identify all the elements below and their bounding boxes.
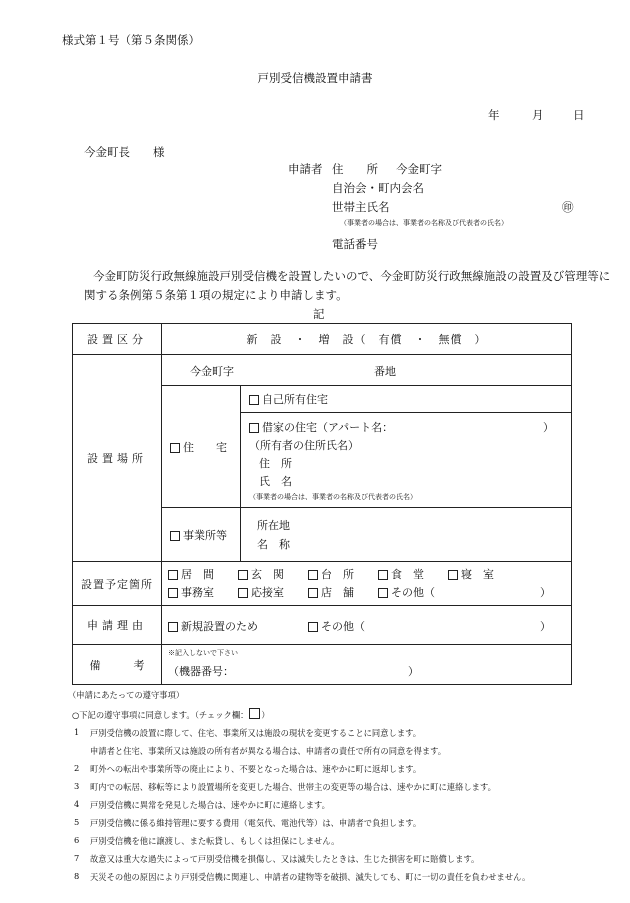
phone-label: 電話番号 xyxy=(332,237,378,251)
addressee: 今金町長 様 xyxy=(84,145,165,159)
applicant-address-label: 住 所 xyxy=(332,162,378,176)
ki-mark: 記 xyxy=(313,307,325,321)
reason-cell[interactable] xyxy=(162,606,572,645)
place-label: 設置予定箇所 xyxy=(73,562,162,606)
rule-text: 戸別受信機に異常を発見した場合は、速やかに町に連絡します。 xyxy=(90,800,330,810)
place-reception[interactable]: 応接室 xyxy=(238,584,284,600)
place-kitchen[interactable]: 台 所 xyxy=(308,566,354,582)
intro-line-1: 今金町防災行政無線施設戸別受信機を設置したいので、今金町防災行政無線施設の設置及び管理等に xyxy=(93,269,611,283)
banchi-label: 番地 xyxy=(374,365,396,378)
office-label: 事業所等 xyxy=(183,528,227,542)
rule-text: 戸別受信機を他に譲渡し、また転貸し、もしくは担保にしません。 xyxy=(90,836,340,846)
applicant-label: 申請者 xyxy=(288,162,323,176)
residence-label: 住 宅 xyxy=(183,440,227,454)
town-row[interactable] xyxy=(162,355,572,386)
rule-item: 3 xyxy=(74,781,80,791)
rented-home-cell[interactable] xyxy=(241,413,572,508)
residence-checkbox[interactable] xyxy=(170,443,180,453)
association-name: 自治会・町内会名 xyxy=(332,181,424,195)
place-bedroom[interactable]: 寝 室 xyxy=(448,566,494,582)
intro-line-2: 関する条例第５条第１項の規定により申請します。 xyxy=(84,288,348,302)
owner-business-note: （事業者の場合は、事業者の名称及び代表者の氏名） xyxy=(249,493,417,501)
reason-new[interactable]: 新規設置のため xyxy=(168,618,258,634)
reason-other[interactable]: その他（ xyxy=(308,618,365,634)
office-details-cell[interactable] xyxy=(241,508,572,562)
rule-text: 天災その他の原因により戸別受信機に関連し、申請者の建物等を破損、滅失しても、町に一切の責任を負わせません。 xyxy=(90,872,531,882)
owner-name-label: 氏 名 xyxy=(259,475,292,488)
own-home-label: 自己所有住宅 xyxy=(262,393,328,406)
place-store[interactable]: 店 舗 xyxy=(308,584,354,600)
location-label: 設置場所 xyxy=(73,355,162,562)
rule-text: 町内での転居、移転等により設置場所を変更した場合、世帯主の変更等の場合は、速やかに町に連絡します。 xyxy=(90,782,496,792)
rule-text: 戸別受信機の設置に際して、住宅、事業所又は施設の現状を変更することに同意します。 xyxy=(90,728,422,738)
rented-home-close: ） xyxy=(543,421,554,434)
page-title: 戸別受信機設置申請書 xyxy=(257,71,373,85)
date-day: 日 xyxy=(573,108,585,122)
date-year: 年 xyxy=(488,108,500,122)
place-other[interactable]: その他（ xyxy=(378,584,435,600)
places-cell[interactable] xyxy=(162,562,572,606)
rule-text: 戸別受信機に係る維持管理に要する費用（電気代、電池代等）は、申請者で負担します。 xyxy=(90,818,422,828)
agree-checkbox[interactable] xyxy=(249,708,260,719)
device-number-label: （機器番号： xyxy=(168,665,234,678)
remarks-note: ※記入しないで下さい xyxy=(168,649,238,657)
rule-text: 町外への転出や事業所等の廃止により、不要となった場合は、速やかに町に返却します。 xyxy=(90,764,422,774)
rules-heading: （申請にあたっての遵守事項） xyxy=(68,690,185,700)
residence-cell[interactable] xyxy=(162,386,241,508)
rule-item: 4 xyxy=(74,799,80,809)
rule-text: 故意又は重大な過失によって戸別受信機を損傷し、又は滅失したときは、生じた損害を町に賠償します。 xyxy=(90,854,480,864)
office-cell[interactable] xyxy=(162,508,241,562)
device-number-close: ） xyxy=(408,665,419,678)
place-living-room[interactable]: 居 間 xyxy=(168,566,214,582)
agree-line: ○下記の遵守事項に同意します。（チェック欄： ） xyxy=(72,710,270,720)
rule-item: 1 xyxy=(74,727,80,737)
rule-item: 5 xyxy=(74,817,80,827)
owner-heading: （所有者の住所氏名） xyxy=(249,439,359,452)
owner-address-label: 住 所 xyxy=(259,457,292,470)
place-office-room[interactable]: 事務室 xyxy=(168,584,214,600)
head-name: 世帯主氏名 xyxy=(332,200,390,214)
reason-other-close: ） xyxy=(540,620,551,633)
application-table xyxy=(72,323,572,685)
rule-item: 7 xyxy=(74,853,80,863)
rented-home-label: 借家の住宅（アパート名： xyxy=(262,421,394,434)
own-home-cell[interactable] xyxy=(241,386,572,413)
place-dining[interactable]: 食 堂 xyxy=(378,566,424,582)
rule-item: 2 xyxy=(74,763,80,773)
town-label: 今金町字 xyxy=(190,365,234,378)
remarks-label: 備 考 xyxy=(73,645,162,685)
rented-home-checkbox[interactable] xyxy=(249,423,259,433)
applicant-business-note: （事業者の場合は、事業者の名称及び代表者の氏名） xyxy=(340,219,508,227)
rule-item: 8 xyxy=(74,871,80,881)
own-home-checkbox[interactable] xyxy=(249,395,259,405)
rule-text: 申請者と住宅、事業所又は施設の所有者が異なる場合は、申請者の責任で所有の同意を得ます。 xyxy=(90,746,447,756)
category-label: 設置区分 xyxy=(73,324,162,355)
category-value[interactable]: 新 設 ・ 増 設（ 有償 ・ 無償 ） xyxy=(162,324,572,355)
office-location-label: 所在地 xyxy=(257,519,290,532)
rule-item: 6 xyxy=(74,835,80,845)
form-number: 様式第１号（第５条関係） xyxy=(62,33,200,47)
place-entrance[interactable]: 玄 関 xyxy=(238,566,284,582)
seal-mark: ㊞ xyxy=(562,200,574,214)
office-checkbox[interactable] xyxy=(170,531,180,541)
remarks-cell xyxy=(162,645,572,685)
date-month: 月 xyxy=(532,108,544,122)
applicant-address-value: 今金町字 xyxy=(396,162,442,176)
office-name-label: 名 称 xyxy=(257,538,290,551)
place-other-close: ） xyxy=(540,586,551,599)
reason-label: 申請理由 xyxy=(73,606,162,645)
